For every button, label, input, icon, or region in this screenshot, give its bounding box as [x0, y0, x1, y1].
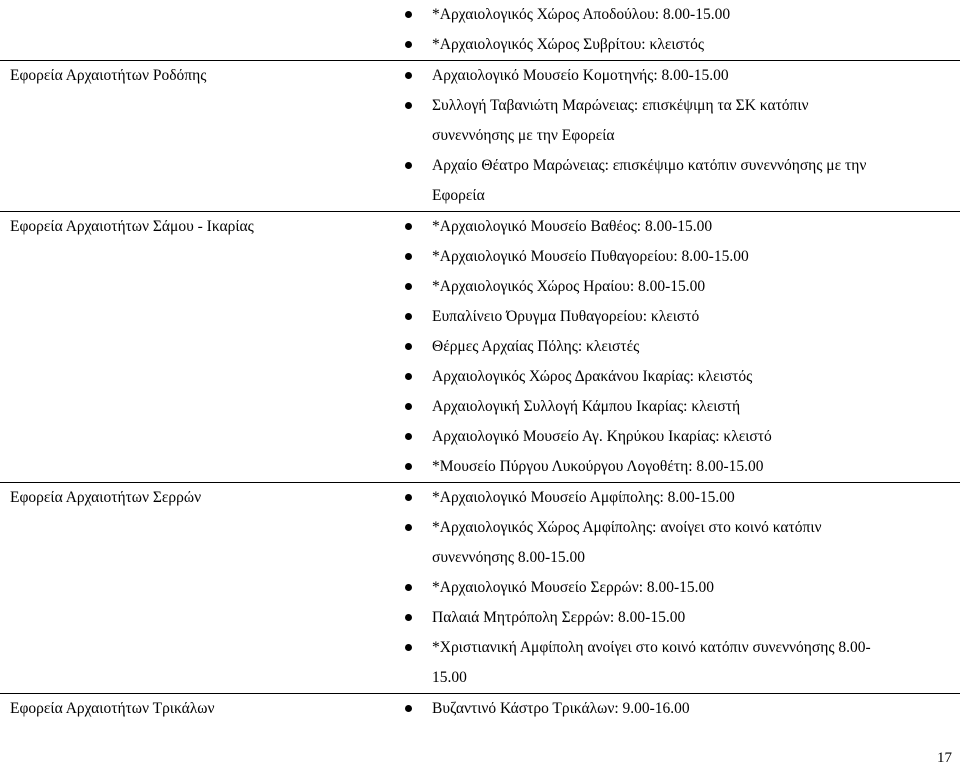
site-list-item	[432, 302, 902, 332]
site-list-item	[432, 452, 902, 482]
ephoria-name: Εφορεία Αρχαιοτήτων Ροδόπης	[10, 67, 207, 84]
site-text-line: *Αρχαιολογικός Χώρος Αμφίπολης: ανοίγει στο κοινό κατόπιν	[432, 519, 822, 536]
site-list	[432, 212, 902, 482]
ephoria-name: Εφορεία Αρχαιοτήτων Τρικάλων	[10, 700, 215, 717]
site-text-line: συνεννόησης 8.00-15.00	[432, 549, 586, 566]
bullet-icon	[405, 41, 412, 48]
site-list-item	[432, 483, 902, 513]
bullet-icon	[405, 253, 412, 260]
bullet-icon	[405, 313, 412, 320]
bullet-icon	[405, 433, 412, 440]
site-text-line: Εφορεία	[432, 187, 485, 204]
site-list-item	[432, 272, 902, 302]
site-list-item	[432, 91, 902, 151]
bullet-icon	[405, 72, 412, 79]
site-list-item	[432, 422, 902, 452]
site-list	[432, 694, 902, 724]
site-text-line: *Αρχαιολογικό Μουσείο Αμφίπολης: 8.00-15.00	[432, 489, 735, 506]
site-list	[432, 483, 902, 693]
site-text-line: Αρχαιολογική Συλλογή Κάμπου Ικαρίας: κλειστή	[432, 398, 741, 415]
site-list-item	[432, 151, 902, 211]
bullet-icon	[405, 283, 412, 290]
bullet-icon	[405, 584, 412, 591]
site-text-line: Αρχαίο Θέατρο Μαρώνειας: επισκέψιμο κατόπιν συνεννόησης με την	[432, 157, 867, 174]
ephoria-group	[0, 61, 960, 212]
site-text-line: *Αρχαιολογικό Μουσείο Πυθαγορείου: 8.00-15.00	[432, 248, 749, 265]
site-text-line: Παλαιά Μητρόπολη Σερρών: 8.00-15.00	[432, 609, 686, 626]
site-text-line: Συλλογή Ταβανιώτη Μαρώνειας: επισκέψιμη τα ΣΚ κατόπιν	[432, 97, 809, 114]
site-list-item	[432, 212, 902, 242]
site-text-line: *Μουσείο Πύργου Λυκούργου Λογοθέτη: 8.00-15.00	[432, 458, 764, 475]
bullet-icon	[405, 102, 412, 109]
bullet-icon	[405, 705, 412, 712]
site-text-line: *Αρχαιολογικός Χώρος Αποδούλου: 8.00-15.00	[432, 6, 731, 23]
site-list-item	[432, 694, 902, 724]
site-list-item	[432, 362, 902, 392]
site-text-line: Αρχαιολογικό Μουσείο Κομοτηνής: 8.00-15.00	[432, 67, 729, 84]
bullet-icon	[405, 614, 412, 621]
site-text-line: Αρχαιολογικό Μουσείο Αγ. Κηρύκου Ικαρίας: κλειστό	[432, 428, 772, 445]
site-text-line: Θέρμες Αρχαίας Πόλης: κλειστές	[432, 338, 640, 355]
ephoria-group	[0, 212, 960, 483]
site-text-line: *Αρχαιολογικό Μουσείο Βαθέος: 8.00-15.00	[432, 218, 713, 235]
ephoria-group	[0, 694, 960, 724]
site-list-item	[432, 392, 902, 422]
site-list-item	[432, 242, 902, 272]
ephoria-name: Εφορεία Αρχαιοτήτων Σερρών	[10, 489, 202, 506]
site-text-line: 15.00	[432, 669, 467, 686]
site-list	[432, 0, 902, 60]
page-number: 17	[937, 750, 952, 766]
bullet-icon	[405, 223, 412, 230]
bullet-icon	[405, 644, 412, 651]
site-text-line: *Αρχαιολογικό Μουσείο Σερρών: 8.00-15.00	[432, 579, 715, 596]
site-list-item	[432, 332, 902, 362]
site-text-line: Ευπαλίνειο Όρυγμα Πυθαγορείου: κλειστό	[432, 308, 700, 325]
bullet-icon	[405, 343, 412, 350]
bullet-icon	[405, 524, 412, 531]
bullet-icon	[405, 403, 412, 410]
bullet-icon	[405, 463, 412, 470]
site-list-item	[432, 573, 902, 603]
site-text-line: συνεννόησης με την Εφορεία	[432, 127, 615, 144]
site-list-item	[432, 61, 902, 91]
site-text-line: Αρχαιολογικός Χώρος Δρακάνου Ικαρίας: κλειστός	[432, 368, 753, 385]
bullet-icon	[405, 494, 412, 501]
site-list	[432, 61, 902, 211]
ephoria-group	[0, 483, 960, 694]
site-text-line: Βυζαντινό Κάστρο Τρικάλων: 9.00-16.00	[432, 700, 690, 717]
bullet-icon	[405, 373, 412, 380]
site-list-item	[432, 633, 902, 693]
site-text-line: *Αρχαιολογικός Χώρος Συβρίτου: κλειστός	[432, 36, 704, 53]
bullet-icon	[405, 11, 412, 18]
ephoria-name: Εφορεία Αρχαιοτήτων Σάμου - Ικαρίας	[10, 218, 254, 235]
bullet-icon	[405, 162, 412, 169]
site-list-item	[432, 513, 902, 573]
site-list-item	[432, 30, 902, 60]
site-list-item	[432, 0, 902, 30]
site-text-line: *Χριστιανική Αμφίπολη ανοίγει στο κοινό κατόπιν συνεννόησης 8.00-	[432, 639, 871, 656]
ephoria-group	[0, 0, 960, 61]
site-list-item	[432, 603, 902, 633]
site-text-line: *Αρχαιολογικός Χώρος Ηραίου: 8.00-15.00	[432, 278, 706, 295]
